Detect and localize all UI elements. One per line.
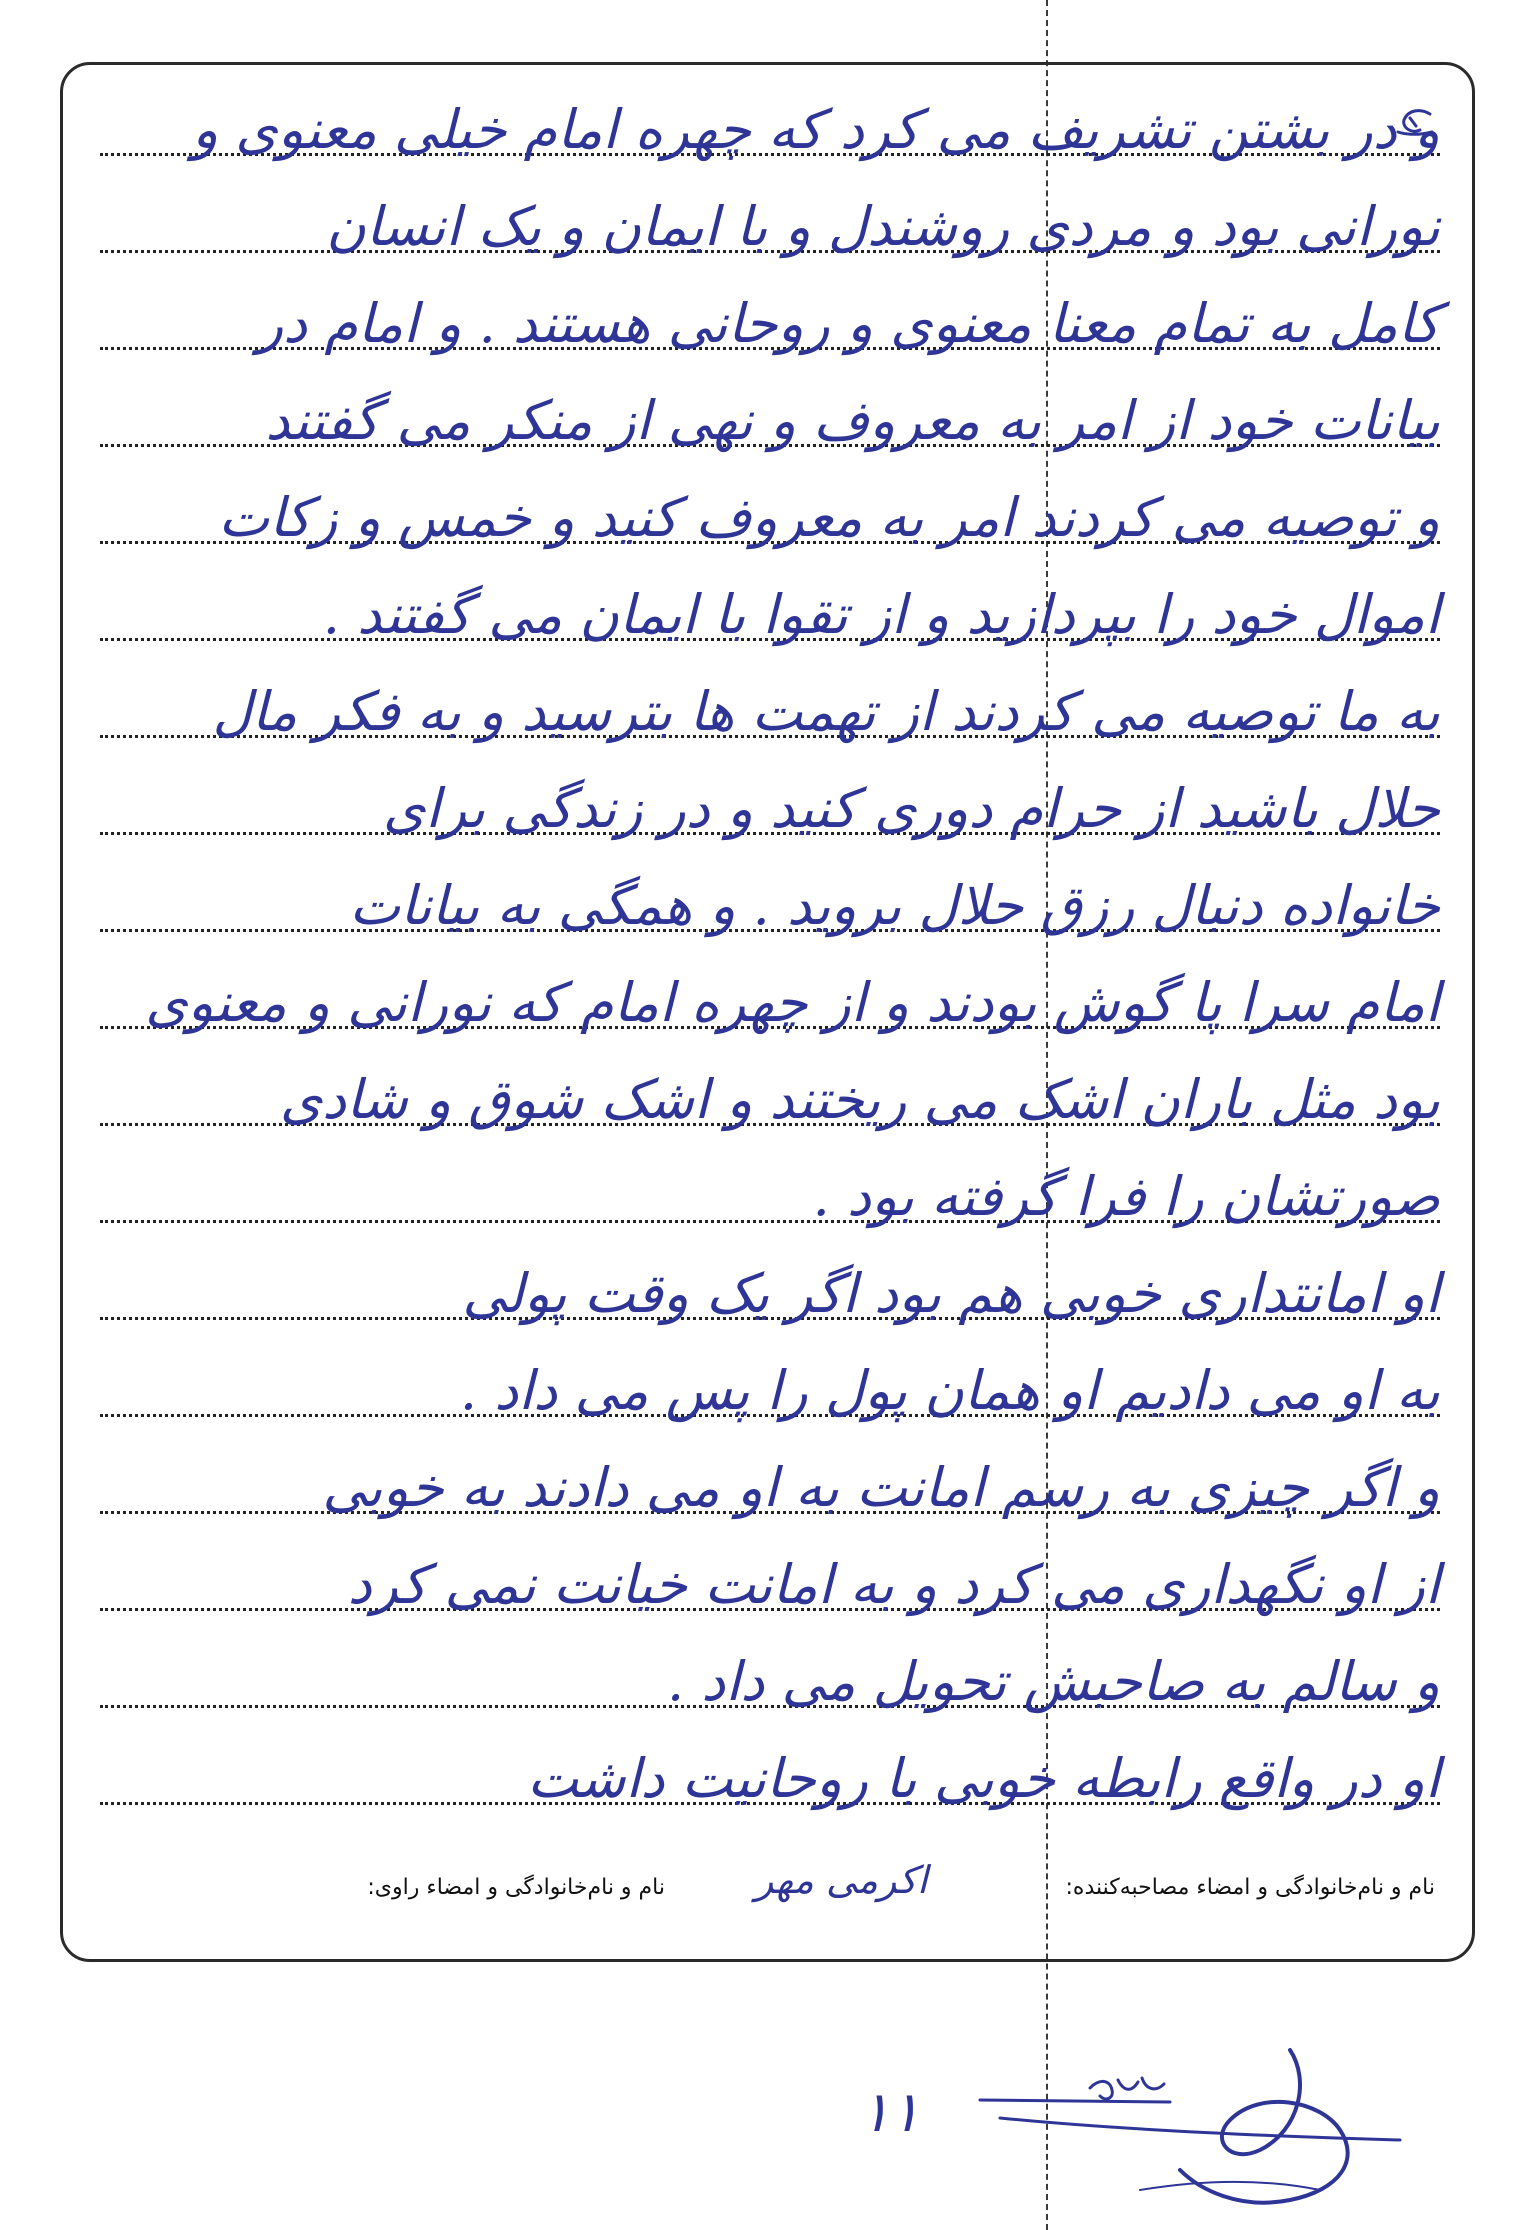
interviewer-signature: اکرمی مهر: [755, 1858, 928, 1902]
narrator-label: نام و نام‌خانوادگی و امضاء راوی:: [367, 1875, 665, 1900]
interviewer-label: نام و نام‌خانوادگی و امضاء مصاحبه‌کننده:: [1065, 1875, 1435, 1900]
handwritten-line: او در واقع رابطه خوبی با روحانیت داشت: [527, 1747, 1440, 1810]
handwritten-line: امام سرا پا گوش بودند و از چهره امام که نورانی و معنوی: [145, 971, 1440, 1034]
narrator-signature: [960, 2040, 1420, 2230]
handwritten-line: او امانتداری خوبی هم بود اگر یک وقت پولی: [462, 1262, 1440, 1325]
handwritten-line: بیانات خود از امر به معروف و نهی از منکر می گفتند: [265, 389, 1440, 452]
margin-mark: [1390, 104, 1436, 144]
handwritten-line: از او نگهداری می کرد و به امانت خیانت نمی کرد: [347, 1553, 1440, 1616]
page-number: ۱۱: [860, 2080, 921, 2145]
handwritten-line: اموال خود را بپردازید و از تقوا با ایمان می گفتند .: [322, 583, 1440, 646]
handwritten-line: و در بشتن تشریف می کرد که چهره امام خیلی معنوی و: [192, 98, 1440, 161]
handwritten-line: به ما توصیه می کردند از تهمت ها بترسید و به فکر مال: [212, 680, 1440, 743]
handwritten-line: به او می دادیم او همان پول را پس می داد .: [459, 1359, 1440, 1422]
handwritten-line: و توصیه می کردند امر به معروف کنید و خمس و زکات: [218, 486, 1440, 549]
handwritten-line: و سالم به صاحبش تحویل می داد .: [666, 1650, 1440, 1713]
handwritten-line: نورانی بود و مردی روشندل و با ایمان و یک انسان: [326, 195, 1440, 258]
handwritten-line: و اگر چیزی به رسم امانت به او می دادند به خوبی: [322, 1456, 1440, 1519]
handwritten-line: کامل به تمام معنا معنوی و روحانی هستند . و امام در: [257, 292, 1440, 355]
handwritten-line: صورتشان را فرا گرفته بود .: [812, 1165, 1440, 1228]
handwritten-line: خانواده دنبال رزق حلال بروید . و همگی به بیانات: [349, 874, 1440, 937]
handwritten-line: حلال باشید از حرام دوری کنید و در زندگی برای: [383, 777, 1440, 840]
handwritten-line: بود مثل باران اشک می ریختند و اشک شوق و شادی: [279, 1068, 1440, 1131]
